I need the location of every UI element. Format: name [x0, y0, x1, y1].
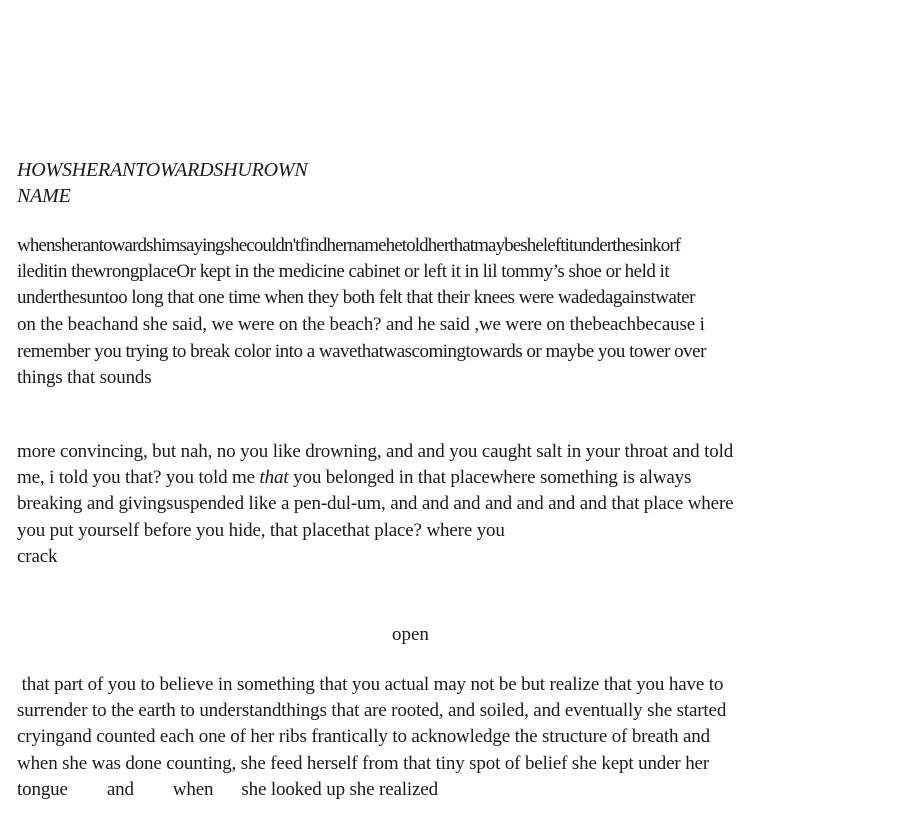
emphasis-that: that: [259, 467, 289, 488]
stanza3-line-2: surrender to the earth to understandthings that are rooted, and soiled, and eventually she started: [17, 700, 727, 721]
word-when: when: [172, 779, 214, 800]
stanza1-line-6: things that sounds: [17, 367, 152, 388]
stanza3-line-3: cryingand counted each one of her ribs frantically to acknowledge the structure of breath and: [17, 726, 710, 747]
final-phrase: she looked up she realized: [241, 779, 438, 800]
poem-title: [17, 157, 307, 209]
stanza3-line-4: when she was done counting, she feed herself from that tiny spot of belief she kept under her: [17, 753, 710, 774]
stanza3-line-1: that part of you to believe in something that you actual may not be but realize that you have to: [17, 674, 724, 695]
stanza1-line-5: remember you trying to break color into a wavethatwascomingtowards or maybe you tower over: [17, 341, 706, 362]
stanza1-line-1: whensherantowardshimsayingshecouldn'tfindhernamehetoldherthatmaybesheleftitunderthesinkorf: [17, 235, 681, 256]
stanza2-line-4: you put yourself before you hide, that placethat place? where you: [17, 520, 505, 541]
stanza2-line-2: [17, 465, 691, 491]
stanza1-line-4: on the beachand she said, we were on the beach? and he said ,we were on thebeachbecause i: [17, 314, 705, 335]
stanza3-line-5: [17, 777, 438, 803]
stanza1-line-2: ileditin thewrongplaceOr kept in the medicine cabinet or left it in lil tommy’s shoe or held it: [17, 261, 670, 282]
stanza1-line-3: underthesuntoo long that one time when they both felt that their knees were wadedagainstwater: [17, 287, 695, 308]
stanza2-line-2-end: you belonged in that placewhere something is always: [288, 467, 692, 488]
word-and: and: [106, 779, 134, 800]
word-tongue: tongue: [17, 779, 68, 800]
stanza2-line-1: more convincing, but nah, no you like drowning, and and you caught salt in your throat and told: [17, 441, 734, 462]
stanza2-line-2-start: me, i told you that? you told me: [17, 467, 260, 488]
title-line-1: HOWSHERANTOWARDSHUROWN: [17, 159, 308, 181]
stanza2-line-5: crack: [17, 546, 58, 567]
center-word-open: open: [392, 624, 429, 645]
title-line-2: NAME: [17, 185, 71, 207]
stanza2-line-3: breaking and givingsuspended like a pen-dul-um, and and and and and and and that place where: [17, 493, 734, 514]
